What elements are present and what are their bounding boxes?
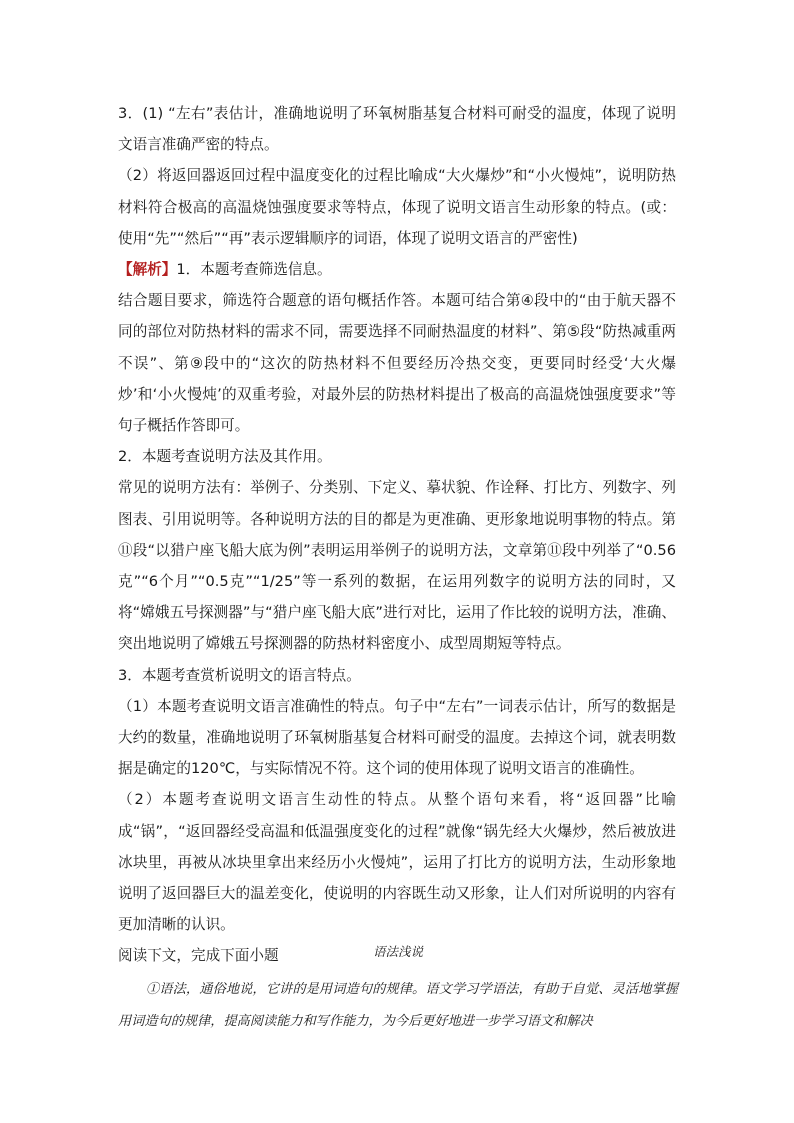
analysis-item-3-sub-2: （2）本题考查说明文语言生动性的特点。从整个语句来看，将“返回器”比喻成“锅”，“返回器经受高温和低温强度变化的过程”就像“锅先经大火爆炒，然后被放进冰块里，再被从冰块里拿出来经历小火慢炖”，运用了打比方的说明方法，生动形象地说明了返回器巨大的温差变化，使说明的内容既生动又形象，让人们对所说明的内容有更加清晰的认识。: [118, 791, 676, 934]
analysis-item-2-body: 常见的说明方法有：举例子、分类别、下定义、摹状貌、作诠释、打比方、列数字、列图表、引用说明等。各种说明方法的目的都是为更准确、更形象地说明事物的特点。第⑪段“以猎户座飞船大底为例”表明运用举例子的说明方法，文章第⑪段中列举了“0.56克”“6个月”“0.5克”“1/25”等一系列的数据，在运用列数字的说明方法的同时，又将“嫦娥五号探测器”与“猎户座飞船大底”进行对比，运用了作比较的说明方法，准确、突出地说明了嫦娥五号探测器的防热材料密度小、成型周期短等特点。: [118, 479, 676, 653]
reading-passage: [118, 944, 678, 1038]
answer-3-part-2: （2）将返回器返回过程中温度变化的过程比喻成“大火爆炒”和“小火慢炖”，说明防热材料符合极高的高温烧蚀强度要求等特点，体现了说明文语言生动形象的特点。(或：使用“先”“然后”“再”表示逻辑顺序的词语，体现了说明文语言的严密性): [118, 167, 676, 247]
analysis-item-1-heading: [118, 254, 676, 285]
analysis-item-1-title: 1．本题考查筛选信息。: [176, 261, 332, 279]
analysis-item-3-sub-1: （1）本题考查说明文语言准确性的特点。句子中“左右”一词表示估计，所写的数据是大约的数量，准确地说明了环氧树脂基复合材料可耐受的温度。去掉这个词，就表明数据是确定的120℃，与实际情况不符。这个词的使用体现了说明文语言的准确性。: [118, 697, 676, 778]
analysis-tag: 【解析】: [118, 261, 177, 279]
answer-and-analysis: [118, 98, 676, 972]
analysis-item-1-body: 结合题目要求，筛选符合题意的语句概括作答。本题可结合第④段中的“由于航天器不同的部位对防热材料的需求不同，需要选择不同耐热温度的材料”、第⑤段“防热减重两不误”、第⑨段中的“这次的防热材料不但要经历冷热交变，更要同时经受‘大火爆炒’和‘小火慢炖’的双重考验，对最外层的防热材料提出了极高的高温烧蚀强度要求”等句子概括作答即可。: [118, 292, 676, 435]
reading-instruction: 阅读下文，完成下面小题: [118, 947, 279, 965]
answer-3-part-1: 3．(1) “左右”表估计，准确地说明了环氧树脂基复合材料可耐受的温度，体现了说明文语言准确严密的特点。: [118, 105, 676, 154]
reading-paragraph-1: ①语法，通俗地说，它讲的是用词造句的规律。语文学习学语法，有助于自觉、灵活地掌握用词造句的规律，提高阅读能力和写作能力，为今后更好地进一步学习语文和解决: [118, 982, 678, 1029]
reading-title: 语法浅说: [372, 944, 423, 959]
analysis-item-2-title: 2．本题考查说明方法及其作用。: [118, 448, 332, 466]
analysis-item-3-title: 3．本题考查赏析说明文的语言特点。: [118, 666, 361, 684]
